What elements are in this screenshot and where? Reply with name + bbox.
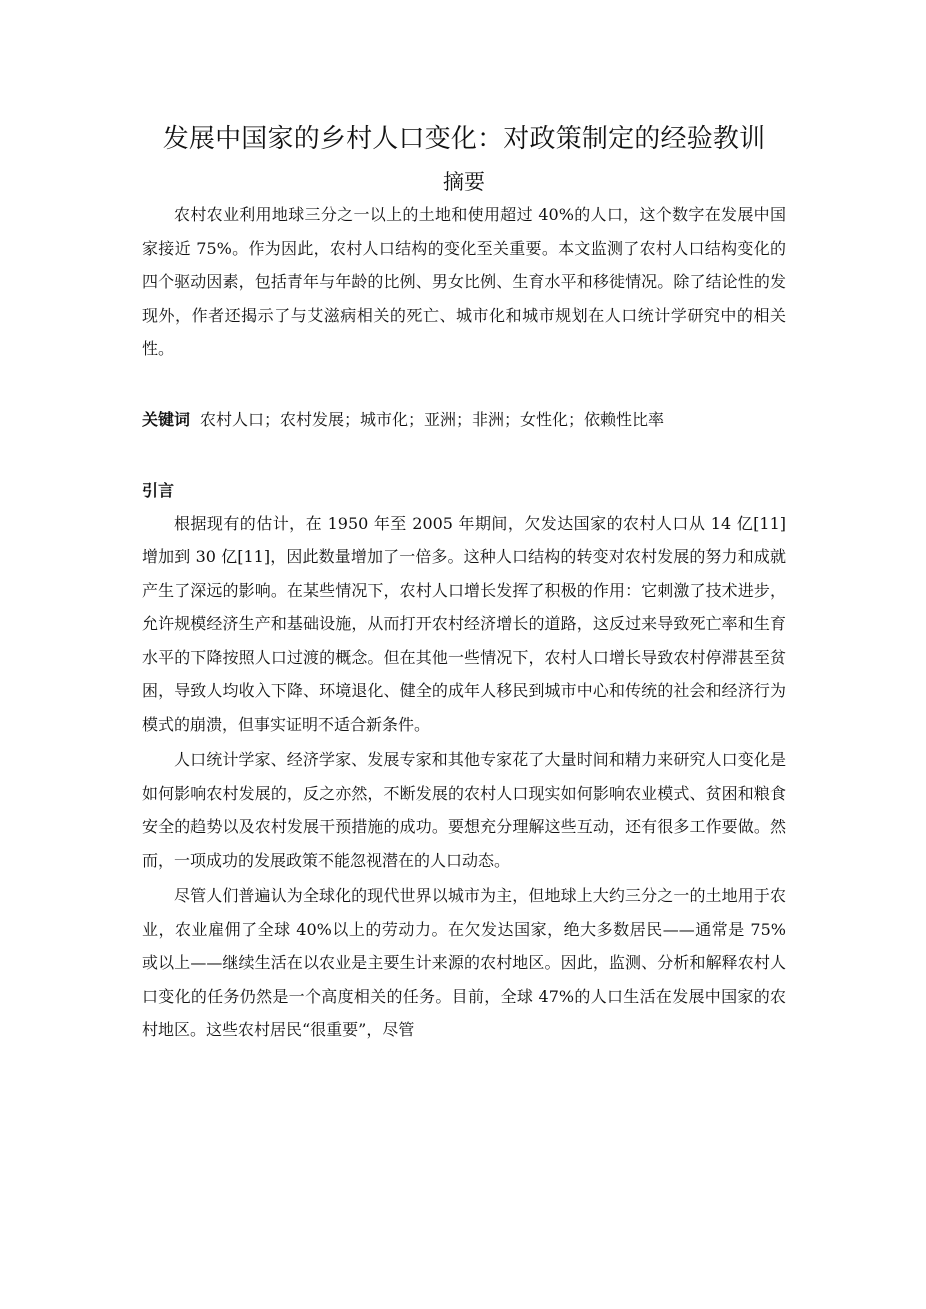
document-title: 发展中国家的乡村人口变化：对政策制定的经验教训 [162, 124, 766, 154]
keywords-line [142, 403, 786, 436]
introduction-paragraph-2: 人口统计学家、经济学家、发展专家和其他专家花了大量时间和精力来研究人口变化是如何影响农村发展的，反之亦然，不断发展的农村人口现实如何影响农业模式、贫困和粮食安全的趋势以及农村发展干预措施的成功。要想充分理解这些互动，还有很多工作要做。然而，一项成功的发展政策不能忽视潜在的人口动态。 [142, 750, 786, 870]
keywords-text: 农村人口；农村发展；城市化；亚洲；非洲；女性化；依赖性比率 [200, 409, 665, 429]
introduction-heading: 引言 [142, 480, 175, 500]
introduction-paragraph-1: 根据现有的估计，在 1950 年至 2005 年期间，欠发达国家的农村人口从 14 亿[11]增加到 30 亿[11]，因此数量增加了一倍多。这种人口结构的转变对农村发展的努力和成就产生了深远的影响。在某些情况下，农村人口增长发挥了积极的作用：它刺激了技术进步，允许规模经济生产和基础设施，从而打开农村经济增长的道路，这反过来导致死亡率和生育水平的下降按照人口过渡的概念。但在其他一些情况下，农村人口增长导致农村停滞甚至贫困，导致人均收入下降、环境退化、健全的成年人移民到城市中心和传统的社会和经济行为模式的崩溃，但事实证明不适合新条件。 [142, 513, 786, 734]
abstract-heading: 摘要 [443, 170, 485, 194]
keywords-label: 关键词 [142, 409, 191, 429]
introduction-paragraph-3: 尽管人们普遍认为全球化的现代世界以城市为主，但地球上大约三分之一的土地用于农业，农业雇佣了全球 40%以上的劳动力。在欠发达国家，绝大多数居民——通常是 75% 或以上——继续生活在以农业是主要生计来源的农村地区。因此，监测、分析和解释农村人口变化的任务仍然是一个高度相关的任务。目前，全球 47%的人口生活在发展中国家的农村地区。这些农村居民“很重要”，尽管 [142, 886, 786, 1039]
abstract-paragraph: 农村农业利用地球三分之一以上的土地和使用超过 40%的人口，这个数字在发展中国家接近 75%。作为因此，农村人口结构的变化至关重要。本文监测了农村人口结构变化的四个驱动因素，包括青年与年龄的比例、男女比例、生育水平和移徙情况。除了结论性的发现外，作者还揭示了与艾滋病相关的死亡、城市化和城市规划在人口统计学研究中的相关性。 [142, 205, 786, 358]
document-page [142, 118, 786, 1047]
